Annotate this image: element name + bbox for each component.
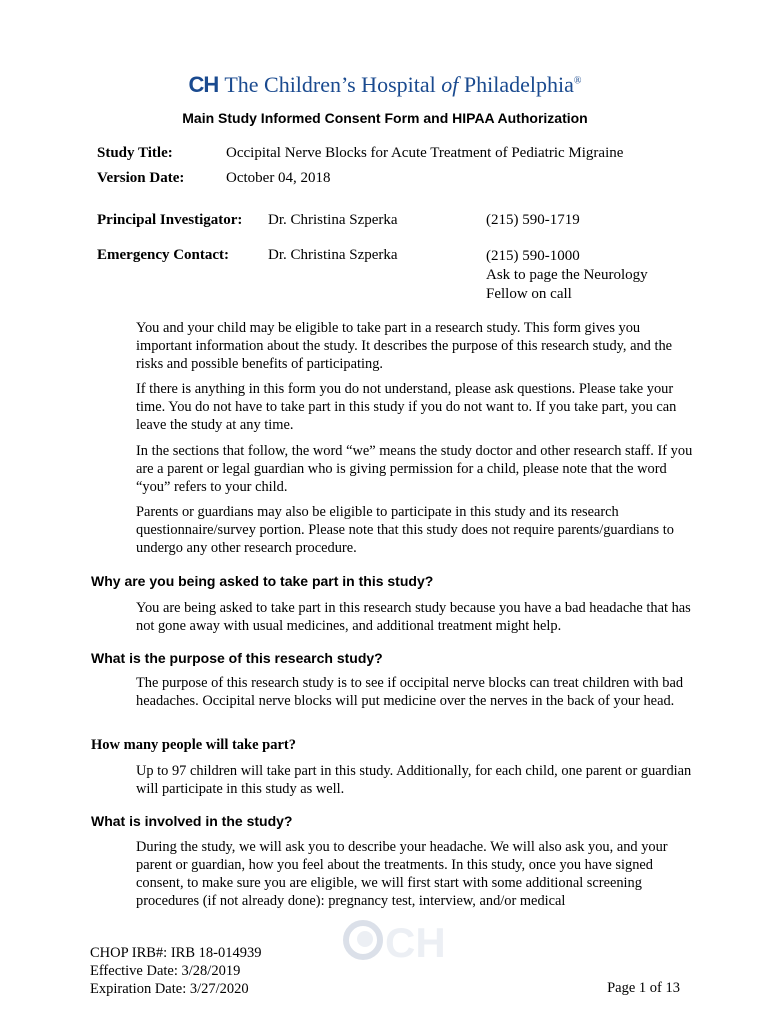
- form-title: Main Study Informed Consent Form and HIPAA Authorization: [182, 110, 588, 126]
- section-body: The purpose of this research study is to see if occipital nerve blocks can treat children with bad headaches. Occipital nerve blocks will put medicine over the nerves in the back of your head.: [136, 675, 684, 709]
- svg-text:CH: CH: [385, 919, 446, 966]
- emergency-contact-phone: (215) 590-1000: [486, 248, 580, 264]
- chop-logo-icon: CH: [188, 72, 219, 97]
- intro-paragraph: You and your child may be eligible to take part in a research study. This form gives you important information about the study. It describes the purpose of this research study, and the risks and possible benefits of participating.: [136, 320, 673, 372]
- section-heading: What is involved in the study?: [91, 813, 293, 829]
- irb-footer: [90, 944, 261, 998]
- effective-date: Effective Date: 3/28/2019: [90, 963, 241, 979]
- version-date-value: October 04, 2018: [226, 170, 331, 186]
- page-number: Page 1 of 13: [607, 980, 680, 996]
- section-heading: Why are you being asked to take part in this study?: [91, 573, 434, 589]
- emergency-contact-label: Emergency Contact:: [97, 247, 230, 263]
- section-heading: How many people will take part?: [91, 737, 297, 753]
- hospital-header: [0, 72, 770, 98]
- version-date-label: Version Date:: [97, 170, 185, 186]
- emergency-contact-note: Ask to page the Neurology: [486, 267, 648, 283]
- study-title-value: Occipital Nerve Blocks for Acute Treatment of Pediatric Migraine: [226, 145, 624, 161]
- principal-investigator-phone: (215) 590-1719: [486, 212, 580, 228]
- principal-investigator-label: Principal Investigator:: [97, 212, 243, 228]
- section-heading: What is the purpose of this research study?: [91, 650, 383, 666]
- intro-paragraph: If there is anything in this form you do not understand, please ask questions. Please take your time. You do not have to take part in this study if you do not want to. If you take part, you can leave the study at any time.: [136, 381, 677, 433]
- chop-watermark-icon: [343, 915, 446, 966]
- irb-number: CHOP IRB#: IRB 18-014939: [90, 945, 262, 961]
- emergency-contact-note: Fellow on call: [486, 286, 572, 302]
- emergency-contact-details: [486, 247, 706, 304]
- section-body: During the study, we will ask you to describe your headache. We will also ask you, and your parent or guardian, how you feel about the treatments. In this study, once you have signed consent, to make sure you are eligible, we will first start with some additional screening procedures (if not already done): pregnancy test, interview, and/or medical: [136, 839, 668, 909]
- study-title-label: Study Title:: [97, 145, 173, 161]
- intro-paragraph: Parents or guardians may also be eligible to participate in this study and its research questionnaire/survey portion. Please note that this study does not require parents/guardians to undergo any other research procedure.: [136, 504, 674, 556]
- hospital-logo: [189, 72, 582, 98]
- intro-paragraph: In the sections that follow, the word “we” means the study doctor and other research staff. If you are a parent or legal guardian who is giving permission for a child, please note that the word “you” refers to your child.: [136, 443, 693, 495]
- emergency-contact-name: Dr. Christina Szperka: [268, 247, 398, 263]
- section-body: Up to 97 children will take part in this study. Additionally, for each child, one parent or guardian will participate in this study as well.: [136, 763, 692, 797]
- expiration-date: Expiration Date: 3/27/2020: [90, 981, 249, 997]
- section-body: You are being asked to take part in this research study because you have a bad headache that has not gone away with usual medicines, and additional treatment might help.: [136, 600, 691, 634]
- principal-investigator-name: Dr. Christina Szperka: [268, 212, 398, 228]
- hospital-name: The Children’s Hospital of Philadelphia®: [224, 72, 582, 97]
